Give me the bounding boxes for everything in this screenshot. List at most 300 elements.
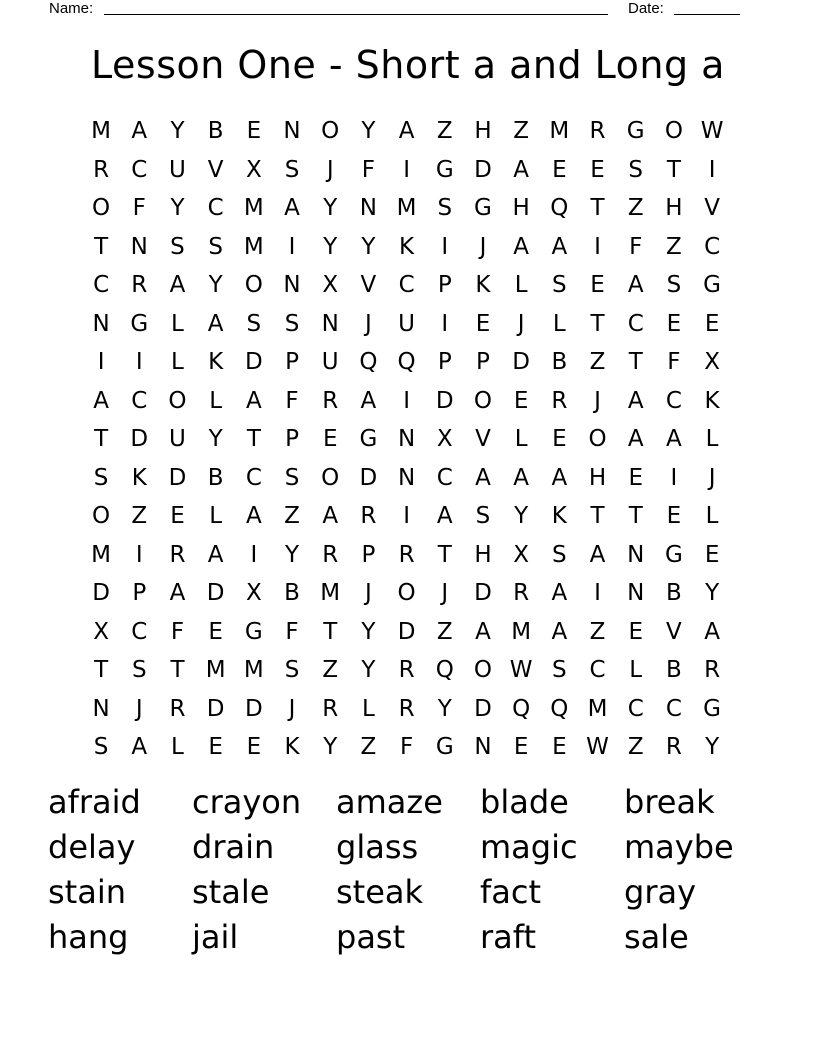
- grid-letter[interactable]: A: [131, 734, 148, 760]
- grid-letter[interactable]: E: [552, 426, 567, 452]
- grid-letter[interactable]: R: [322, 541, 339, 568]
- grid-letter[interactable]: V: [360, 272, 377, 298]
- grid-letter[interactable]: P: [437, 349, 452, 375]
- grid-letter[interactable]: A: [322, 503, 339, 529]
- grid-letter[interactable]: U: [169, 156, 186, 183]
- grid-letter[interactable]: K: [208, 349, 224, 375]
- grid-letter[interactable]: Y: [361, 657, 376, 683]
- grid-letter[interactable]: T: [590, 310, 605, 337]
- word-list-item: gray: [624, 873, 697, 911]
- grid-letter[interactable]: Z: [322, 657, 339, 683]
- grid-letter[interactable]: S: [284, 464, 300, 491]
- grid-letter[interactable]: B: [207, 118, 224, 144]
- grid-letter[interactable]: Y: [361, 618, 376, 645]
- grid-letter[interactable]: Z: [131, 503, 148, 529]
- grid-letter[interactable]: V: [207, 156, 224, 183]
- grid-letter[interactable]: E: [475, 310, 491, 337]
- grid-letter[interactable]: E: [628, 464, 643, 491]
- grid-letter[interactable]: T: [628, 503, 643, 529]
- grid-letter[interactable]: R: [398, 695, 415, 722]
- grid-letter[interactable]: O: [168, 387, 187, 414]
- grid-letter[interactable]: Y: [705, 580, 720, 606]
- grid-letter[interactable]: X: [513, 541, 530, 568]
- grid-letter[interactable]: E: [704, 310, 720, 337]
- grid-letter[interactable]: M: [587, 695, 608, 722]
- grid-letter[interactable]: F: [361, 156, 376, 183]
- grid-letter[interactable]: A: [475, 618, 491, 645]
- grid-letter[interactable]: J: [594, 387, 601, 414]
- grid-letter[interactable]: B: [207, 464, 224, 491]
- grid-letter[interactable]: I: [97, 349, 105, 375]
- grid-letter[interactable]: C: [665, 695, 682, 722]
- grid-letter[interactable]: A: [551, 580, 568, 606]
- grid-letter[interactable]: C: [704, 233, 721, 260]
- grid-letter[interactable]: O: [92, 503, 111, 529]
- grid-letter[interactable]: C: [245, 464, 262, 491]
- grid-letter[interactable]: N: [92, 695, 110, 722]
- grid-letter[interactable]: G: [626, 118, 645, 144]
- grid-letter[interactable]: A: [627, 272, 644, 298]
- grid-letter[interactable]: A: [627, 387, 644, 414]
- grid-letter[interactable]: E: [552, 734, 567, 760]
- word-list-item: past: [336, 918, 406, 956]
- grid-letter[interactable]: S: [284, 156, 300, 183]
- grid-letter[interactable]: Y: [323, 734, 338, 760]
- grid-letter[interactable]: B: [666, 657, 682, 683]
- grid-letter[interactable]: T: [590, 195, 605, 221]
- word-search-grid[interactable]: [82, 112, 731, 767]
- grid-letter[interactable]: D: [130, 426, 149, 452]
- grid-letter[interactable]: Y: [170, 118, 185, 144]
- grid-letter[interactable]: T: [94, 233, 109, 260]
- grid-letter[interactable]: D: [474, 695, 492, 722]
- grid-letter[interactable]: Y: [208, 272, 223, 298]
- word-list-item: stale: [192, 873, 270, 911]
- grid-letter[interactable]: Y: [514, 503, 529, 529]
- grid-letter[interactable]: Z: [360, 734, 377, 760]
- grid-letter[interactable]: H: [588, 464, 607, 491]
- grid-letter[interactable]: M: [320, 580, 341, 606]
- grid-letter[interactable]: A: [589, 541, 606, 568]
- grid-letter[interactable]: N: [130, 233, 148, 260]
- grid-letter[interactable]: N: [359, 195, 378, 221]
- word-list-item: magic: [480, 828, 578, 866]
- name-blank-line[interactable]: [104, 14, 608, 15]
- grid-letter[interactable]: S: [552, 541, 567, 568]
- grid-letter[interactable]: I: [403, 387, 410, 414]
- grid-letter[interactable]: C: [93, 272, 110, 298]
- grid-letter[interactable]: L: [514, 272, 528, 298]
- grid-letter[interactable]: J: [479, 233, 487, 260]
- grid-letter[interactable]: F: [170, 618, 185, 645]
- grid-letter[interactable]: R: [169, 695, 186, 722]
- grid-letter[interactable]: L: [705, 503, 719, 529]
- grid-letter[interactable]: T: [170, 657, 185, 683]
- grid-letter[interactable]: J: [365, 310, 372, 337]
- grid-letter[interactable]: V: [704, 195, 720, 221]
- grid-letter[interactable]: G: [359, 426, 378, 452]
- grid-letter[interactable]: Z: [284, 503, 300, 529]
- grid-letter[interactable]: R: [169, 541, 186, 568]
- grid-letter[interactable]: G: [244, 618, 263, 645]
- grid-letter[interactable]: E: [170, 503, 185, 529]
- grid-letter[interactable]: Y: [361, 233, 376, 260]
- grid-letter[interactable]: X: [93, 618, 109, 645]
- grid-letter[interactable]: X: [245, 156, 262, 183]
- grid-letter[interactable]: Z: [666, 233, 682, 260]
- grid-letter[interactable]: O: [664, 118, 683, 144]
- grid-letter[interactable]: O: [473, 387, 493, 414]
- grid-letter[interactable]: M: [396, 195, 417, 221]
- grid-letter[interactable]: S: [437, 195, 453, 221]
- grid-letter[interactable]: M: [205, 657, 226, 683]
- grid-letter[interactable]: G: [435, 156, 454, 183]
- grid-letter[interactable]: D: [168, 464, 187, 491]
- grid-letter[interactable]: L: [209, 387, 223, 414]
- grid-letter[interactable]: G: [664, 541, 683, 568]
- grid-letter[interactable]: Y: [208, 426, 223, 452]
- grid-letter[interactable]: R: [551, 387, 568, 414]
- grid-letter[interactable]: R: [589, 118, 606, 144]
- grid-letter[interactable]: Z: [436, 618, 453, 645]
- grid-letter[interactable]: L: [171, 349, 184, 375]
- grid-letter[interactable]: X: [436, 426, 453, 452]
- grid-letter[interactable]: E: [666, 503, 682, 529]
- grid-letter[interactable]: E: [590, 156, 605, 183]
- grid-letter[interactable]: B: [666, 580, 682, 606]
- grid-letter[interactable]: W: [509, 657, 533, 683]
- grid-letter[interactable]: C: [665, 387, 682, 414]
- grid-letter[interactable]: K: [284, 734, 300, 760]
- grid-letter[interactable]: H: [665, 195, 683, 221]
- grid-letter[interactable]: C: [131, 387, 148, 414]
- grid-letter[interactable]: Q: [550, 195, 569, 221]
- grid-letter[interactable]: F: [667, 349, 681, 375]
- grid-letter[interactable]: A: [627, 426, 644, 452]
- grid-letter[interactable]: E: [513, 387, 529, 414]
- grid-letter[interactable]: I: [403, 503, 410, 529]
- grid-letter[interactable]: Q: [512, 695, 531, 722]
- grid-letter[interactable]: A: [207, 310, 224, 337]
- grid-letter[interactable]: A: [131, 118, 148, 144]
- grid-letter[interactable]: R: [398, 541, 415, 568]
- grid-letter[interactable]: Z: [627, 734, 644, 760]
- grid-letter[interactable]: E: [246, 734, 262, 760]
- grid-letter[interactable]: T: [246, 426, 261, 452]
- grid-letter[interactable]: L: [514, 426, 528, 452]
- grid-letter[interactable]: S: [93, 464, 109, 491]
- grid-letter[interactable]: N: [397, 464, 416, 491]
- grid-letter[interactable]: A: [245, 387, 262, 414]
- grid-letter[interactable]: M: [549, 118, 570, 144]
- grid-letter[interactable]: M: [243, 195, 264, 221]
- grid-letter[interactable]: A: [551, 618, 568, 645]
- grid-letter[interactable]: E: [704, 541, 720, 568]
- grid-letter[interactable]: E: [628, 618, 643, 645]
- grid-letter[interactable]: I: [670, 464, 678, 491]
- grid-letter[interactable]: G: [703, 272, 721, 298]
- grid-letter[interactable]: I: [594, 580, 601, 606]
- grid-letter[interactable]: J: [135, 695, 143, 722]
- grid-letter[interactable]: B: [551, 349, 568, 375]
- grid-letter[interactable]: I: [441, 310, 449, 337]
- grid-letter[interactable]: C: [627, 310, 644, 337]
- grid-letter[interactable]: S: [628, 156, 644, 183]
- grid-letter[interactable]: O: [244, 272, 263, 298]
- grid-letter[interactable]: T: [94, 426, 109, 452]
- grid-letter[interactable]: R: [322, 387, 339, 414]
- grid-letter[interactable]: A: [551, 233, 568, 260]
- grid-letter[interactable]: M: [91, 118, 112, 144]
- page-title: Lesson One - Short a and Long a: [91, 43, 725, 87]
- grid-letter[interactable]: A: [207, 541, 224, 568]
- grid-letter[interactable]: O: [321, 464, 340, 491]
- grid-letter[interactable]: I: [135, 541, 143, 568]
- grid-letter[interactable]: N: [283, 118, 301, 144]
- grid-letter[interactable]: A: [436, 503, 453, 529]
- grid-letter[interactable]: J: [288, 695, 296, 722]
- grid-letter[interactable]: E: [208, 734, 223, 760]
- grid-letter[interactable]: Q: [397, 349, 416, 375]
- grid-letter[interactable]: D: [206, 695, 225, 722]
- grid-letter[interactable]: T: [628, 349, 643, 375]
- grid-letter[interactable]: J: [517, 310, 525, 337]
- grid-letter[interactable]: A: [513, 156, 530, 183]
- grid-letter[interactable]: I: [403, 156, 410, 183]
- grid-letter[interactable]: R: [93, 156, 110, 183]
- grid-letter[interactable]: A: [284, 195, 300, 221]
- grid-letter[interactable]: O: [397, 580, 416, 606]
- grid-letter[interactable]: S: [131, 657, 147, 683]
- grid-letter[interactable]: Y: [170, 195, 185, 221]
- grid-letter[interactable]: G: [703, 695, 721, 722]
- grid-letter[interactable]: Z: [589, 349, 606, 375]
- grid-letter[interactable]: S: [284, 657, 300, 683]
- grid-letter[interactable]: P: [437, 272, 452, 298]
- grid-letter[interactable]: A: [551, 464, 568, 491]
- grid-letter[interactable]: D: [206, 580, 225, 606]
- grid-letter[interactable]: S: [284, 310, 300, 337]
- grid-letter[interactable]: T: [323, 618, 338, 645]
- grid-letter[interactable]: E: [666, 310, 682, 337]
- grid-letter[interactable]: D: [512, 349, 531, 375]
- grid-letter[interactable]: L: [209, 503, 223, 529]
- grid-letter[interactable]: I: [250, 541, 258, 568]
- grid-letter[interactable]: R: [131, 272, 148, 298]
- grid-letter[interactable]: M: [243, 233, 264, 260]
- grid-letter[interactable]: Y: [437, 695, 452, 722]
- grid-letter[interactable]: C: [398, 272, 415, 298]
- grid-letter[interactable]: W: [586, 734, 609, 760]
- grid-letter[interactable]: L: [705, 426, 719, 452]
- grid-letter[interactable]: A: [169, 580, 186, 606]
- grid-letter[interactable]: H: [512, 195, 530, 221]
- grid-letter[interactable]: Q: [550, 695, 569, 722]
- grid-letter[interactable]: E: [322, 426, 338, 452]
- grid-letter[interactable]: N: [283, 272, 301, 298]
- grid-letter[interactable]: R: [322, 695, 339, 722]
- grid-letter[interactable]: R: [665, 734, 682, 760]
- grid-letter[interactable]: A: [475, 464, 491, 491]
- grid-letter[interactable]: Y: [323, 195, 338, 221]
- grid-letter[interactable]: Y: [323, 233, 338, 260]
- grid-letter[interactable]: N: [397, 426, 416, 452]
- grid-letter[interactable]: H: [474, 118, 492, 144]
- grid-letter[interactable]: D: [435, 387, 454, 414]
- grid-letter[interactable]: Z: [513, 118, 530, 144]
- grid-letter[interactable]: K: [399, 233, 415, 260]
- grid-letter[interactable]: C: [131, 156, 148, 183]
- grid-letter[interactable]: L: [171, 734, 184, 760]
- grid-letter[interactable]: D: [92, 580, 110, 606]
- grid-letter[interactable]: I: [441, 233, 449, 260]
- grid-letter[interactable]: S: [93, 734, 109, 760]
- grid-letter[interactable]: L: [552, 310, 566, 337]
- grid-letter[interactable]: S: [475, 503, 491, 529]
- grid-letter[interactable]: N: [474, 734, 492, 760]
- grid-letter[interactable]: S: [552, 272, 567, 298]
- grid-letter[interactable]: O: [473, 657, 493, 683]
- grid-letter[interactable]: K: [551, 503, 567, 529]
- grid-letter[interactable]: U: [398, 310, 416, 337]
- grid-letter[interactable]: J: [708, 464, 716, 491]
- grid-letter[interactable]: P: [132, 580, 147, 606]
- grid-letter[interactable]: Z: [589, 618, 606, 645]
- grid-letter[interactable]: O: [321, 118, 340, 144]
- grid-letter[interactable]: S: [246, 310, 262, 337]
- grid-letter[interactable]: W: [700, 118, 724, 144]
- grid-letter[interactable]: V: [475, 426, 491, 452]
- grid-letter[interactable]: N: [627, 580, 645, 606]
- grid-letter[interactable]: A: [93, 387, 109, 414]
- grid-letter[interactable]: I: [708, 156, 716, 183]
- grid-letter[interactable]: S: [552, 657, 567, 683]
- grid-letter[interactable]: A: [666, 426, 682, 452]
- grid-letter[interactable]: E: [513, 734, 529, 760]
- grid-letter[interactable]: A: [513, 233, 530, 260]
- grid-letter[interactable]: K: [475, 272, 491, 298]
- grid-letter[interactable]: N: [92, 310, 110, 337]
- grid-letter[interactable]: N: [321, 310, 339, 337]
- grid-letter[interactable]: F: [399, 734, 414, 760]
- grid-letter[interactable]: B: [284, 580, 300, 606]
- grid-letter[interactable]: X: [245, 580, 262, 606]
- grid-letter[interactable]: S: [666, 272, 682, 298]
- grid-letter[interactable]: J: [365, 580, 372, 606]
- grid-letter[interactable]: F: [629, 233, 643, 260]
- grid-letter[interactable]: D: [244, 695, 263, 722]
- grid-letter[interactable]: G: [435, 734, 454, 760]
- grid-letter[interactable]: T: [590, 503, 605, 529]
- grid-letter[interactable]: R: [704, 657, 721, 683]
- grid-letter[interactable]: J: [326, 156, 334, 183]
- grid-letter[interactable]: C: [436, 464, 453, 491]
- grid-letter[interactable]: D: [397, 618, 416, 645]
- grid-letter[interactable]: L: [361, 695, 375, 722]
- grid-letter[interactable]: S: [208, 233, 223, 260]
- grid-letter[interactable]: U: [321, 349, 339, 375]
- grid-letter[interactable]: T: [94, 657, 109, 683]
- grid-letter[interactable]: V: [666, 618, 682, 645]
- grid-letter[interactable]: A: [513, 464, 530, 491]
- grid-letter[interactable]: Q: [359, 349, 378, 375]
- word-list-item: raft: [480, 918, 537, 956]
- grid-letter[interactable]: D: [474, 156, 492, 183]
- date-blank-line[interactable]: [674, 14, 740, 15]
- grid-letter[interactable]: C: [589, 657, 606, 683]
- grid-letter[interactable]: F: [132, 195, 146, 221]
- grid-letter[interactable]: P: [361, 541, 376, 568]
- grid-letter[interactable]: E: [552, 156, 567, 183]
- grid-letter[interactable]: L: [171, 310, 184, 337]
- grid-letter[interactable]: G: [130, 310, 149, 337]
- grid-letter[interactable]: C: [627, 695, 644, 722]
- grid-letter[interactable]: H: [474, 541, 492, 568]
- grid-letter[interactable]: K: [131, 464, 147, 491]
- grid-letter[interactable]: D: [474, 580, 492, 606]
- grid-letter[interactable]: P: [476, 349, 490, 375]
- grid-letter[interactable]: C: [207, 195, 224, 221]
- grid-letter[interactable]: Y: [361, 118, 376, 144]
- grid-letter[interactable]: A: [360, 387, 377, 414]
- grid-letter[interactable]: S: [170, 233, 185, 260]
- grid-letter[interactable]: L: [629, 657, 643, 683]
- grid-letter[interactable]: Q: [435, 657, 454, 683]
- grid-letter[interactable]: U: [169, 426, 186, 452]
- grid-letter[interactable]: M: [511, 618, 532, 645]
- grid-letter[interactable]: X: [322, 272, 339, 298]
- word-list-item: delay: [48, 828, 136, 866]
- grid-letter[interactable]: G: [474, 195, 492, 221]
- grid-letter[interactable]: Y: [705, 734, 720, 760]
- grid-letter[interactable]: Z: [436, 118, 453, 144]
- grid-letter[interactable]: R: [398, 657, 415, 683]
- grid-letter[interactable]: E: [590, 272, 605, 298]
- grid-letter[interactable]: T: [437, 541, 452, 568]
- grid-letter[interactable]: F: [285, 387, 299, 414]
- grid-letter[interactable]: J: [441, 580, 449, 606]
- grid-letter[interactable]: D: [244, 349, 263, 375]
- grid-letter[interactable]: R: [513, 580, 530, 606]
- grid-letter[interactable]: T: [666, 156, 681, 183]
- grid-letter[interactable]: M: [91, 541, 112, 568]
- grid-letter[interactable]: A: [169, 272, 186, 298]
- grid-letter[interactable]: A: [398, 118, 415, 144]
- grid-letter[interactable]: N: [627, 541, 645, 568]
- grid-letter[interactable]: P: [285, 349, 299, 375]
- word-list-item: crayon: [192, 783, 302, 821]
- grid-letter[interactable]: E: [208, 618, 223, 645]
- grid-letter[interactable]: O: [588, 426, 607, 452]
- grid-letter[interactable]: X: [704, 349, 720, 375]
- grid-letter[interactable]: A: [704, 618, 720, 645]
- grid-letter[interactable]: I: [288, 233, 296, 260]
- grid-letter[interactable]: E: [246, 118, 262, 144]
- grid-letter[interactable]: C: [131, 618, 148, 645]
- grid-letter[interactable]: A: [245, 503, 262, 529]
- grid-letter[interactable]: P: [285, 426, 299, 452]
- grid-letter[interactable]: I: [135, 349, 143, 375]
- grid-letter[interactable]: R: [360, 503, 377, 529]
- grid-letter[interactable]: I: [594, 233, 601, 260]
- grid-letter[interactable]: K: [704, 387, 720, 414]
- grid-letter[interactable]: O: [92, 195, 111, 221]
- grid-letter[interactable]: Z: [627, 195, 644, 221]
- grid-letter[interactable]: D: [359, 464, 378, 491]
- grid-letter[interactable]: F: [285, 618, 299, 645]
- grid-letter[interactable]: M: [243, 657, 264, 683]
- grid-letter[interactable]: Y: [285, 541, 300, 568]
